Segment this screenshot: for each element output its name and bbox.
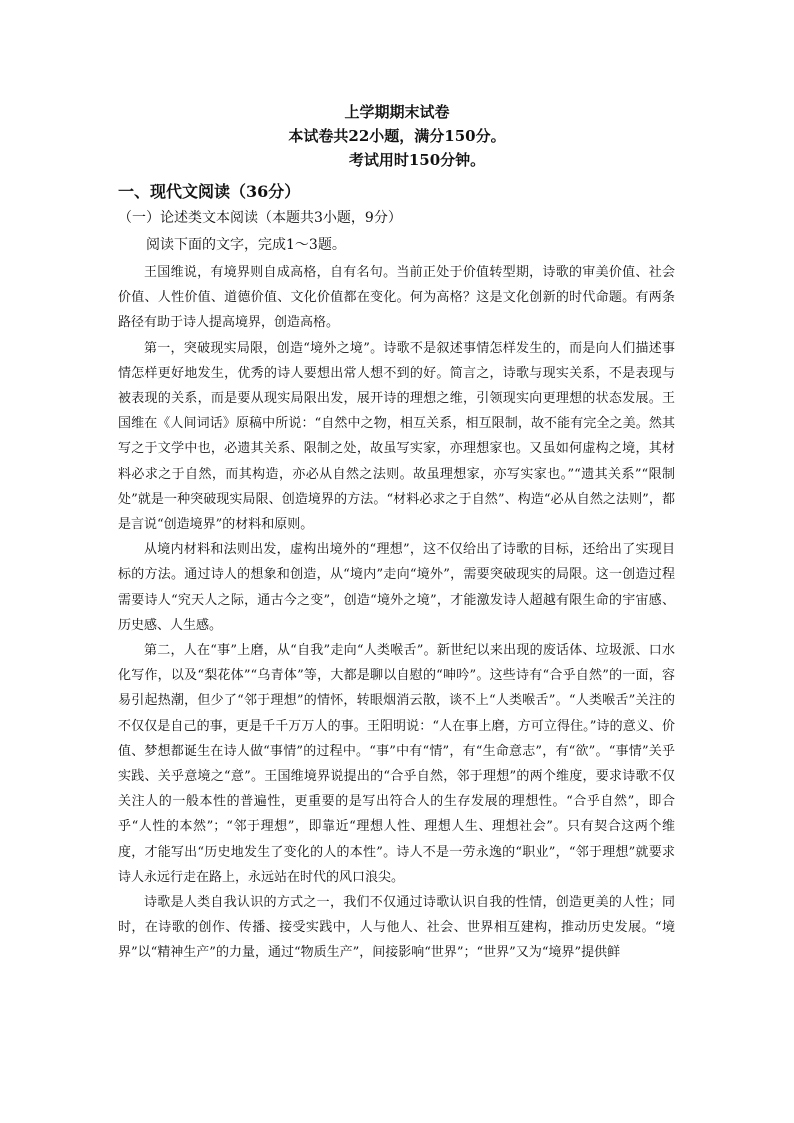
paragraph-1: 王国维说，有境界则自成高格，自有名句。当前正处于价值转型期，诗歌的审美价值、社会价值、人性价值、道德价值、文化价值都在变化。何为高格？这是文化创新的时代命题。有两条路径有助于诗人提高境界，创造高格。: [118, 265, 675, 331]
exam-summary: 本试卷共22小题，满分150分。: [288, 127, 506, 145]
paragraph-2: 第一，突破现实局限，创造“境外之境”。诗歌不是叙述事情怎样发生的，而是向人们描述事情怎样更好地发生，优秀的诗人要想出常人想不到的好。简言之，诗歌与现实关系，不是表现与被表现的关系，而是要从现实局限出发，展开诗的理想之维，引领现实向更理想的状态发展。王国维在《人间词话》原稿中所说：“自然中之物，相互关系，相互限制，故不能有完全之美。然其写之于文学中也，必遗其关系、限制之处，故虽写实家，亦理想家也。又虽如何虚构之境，其材料必求之于自然，而其构造，亦必从自然之法则。故虽理想家，亦写实家也。”“遗其关系”“限制处”就是一种突破现实局限、创造境界的方法。“材料必求之于自然”、构造“必从自然之法则”，都是言说“创造境界”的材料和原则。: [118, 340, 675, 533]
section-title: 一、现代文阅读（36分）: [118, 182, 301, 201]
paragraph-4: 第二，人在“事”上磨，从“自我”走向“人类喉舌”。新世纪以来出现的废话体、垃圾派、口水化写作，以及“梨花体”“乌青体”等，大都是聊以自慰的“呻吟”。这些诗有“合乎自然”的一面，容易引起热潮，但少了“邻于理想”的情怀，转眼烟消云散，谈不上“人类喉舌”。“人类喉舌”关注的不仅仅是自己的事，更是千千万万人的事。王阳明说：“人在事上磨，方可立得住。”诗的意义、价值、梦想都诞生在诗人做“事情”的过程中。“事”中有“情”，有“生命意志”，有“欲”。“事情”关乎实践、关乎意境之“意”。王国维境界说提出的“合乎自然，邻于理想”的两个维度，要求诗歌不仅关注人的一般本性的普遍性，更重要的是写出符合人的生存发展的理想性。“合乎自然”，即合乎“人性的本然”；“邻于理想”，即靠近“理想人性、理想人生、理想社会”。只有契合这两个维度，才能写出“历史地发生了变化的人的本性”。诗人不是一劳永逸的“职业”，“邻于理想”就要求诗人永远行走在路上，永远站在时代的风口浪尖。: [118, 643, 675, 885]
exam-header: [0, 100, 794, 172]
exam-title: 上学期期末试卷: [344, 103, 450, 121]
paragraph-5: 诗歌是人类自我认识的方式之一，我们不仅通过诗歌认识自我的性情，创造更美的人性；同时，在诗歌的创作、传播、接受实践中，人与他人、社会、世界相互建构，推动历史发展。“境界”以“精神生产”的力量，通过“物质生产”，间接影响“世界”；“世界”又为“境界”提供鲜: [118, 895, 675, 961]
paragraph-3: 从境内材料和法则出发，虚构出境外的“理想”，这不仅给出了诗歌的目标，还给出了实现目标的方法。通过诗人的想象和创造，从“境内”走向“境外”，需要突破现实的局限。这一创造过程需要诗人“究天人之际，通古今之变”，创造“境外之境”，才能激发诗人超越有限生命的宇宙感、历史感、人生感。: [118, 542, 675, 633]
reading-passage: [118, 260, 675, 966]
exam-duration: 考试用时150分钟。: [348, 151, 486, 169]
reading-instruction: 阅读下面的文字，完成1～3题。: [146, 237, 346, 253]
section-subtitle: （一）论述类文本阅读（本题共3小题，9分）: [118, 210, 402, 226]
